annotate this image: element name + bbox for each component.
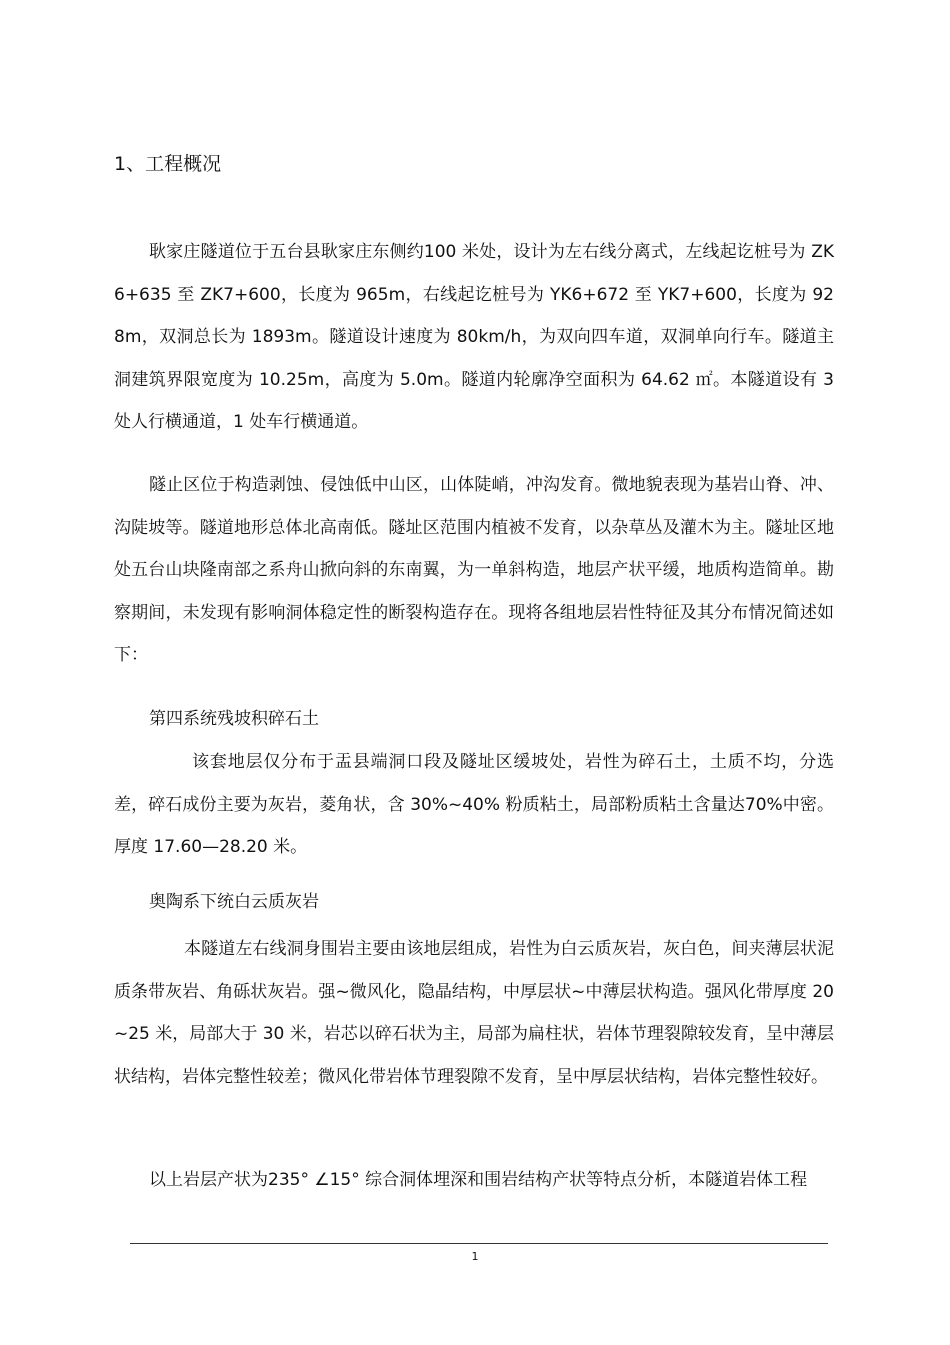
paragraph-tunnel-overview: 耿家庄隧道位于五台县耿家庄东侧约100 米处，设计为左右线分离式，左线起讫桩号为 ZK6+635 至 ZK7+600，长度为 965m，右线起讫桩号为 YK6+672 至 YK7+600，长度为 928m，双洞总长为 1893m。隧道设计速度为 80km/h，为双向四车道，双洞单向行车。隧道主洞建筑界限宽度为 10.25m，高度为 5.0m。隧道内轮廓净空面积为 64.62 ㎡。本隧道设有 3 处人行横通道，1 处车行横通道。	[114, 242, 834, 432]
footer-divider	[130, 1243, 828, 1244]
page-number: 1	[471, 1250, 479, 1263]
paragraph-ordovician-limestone: 本隧道左右线洞身围岩主要由该地层组成，岩性为白云质灰岩，灰白色，间夹薄层状泥质条带灰岩、角砾状灰岩。强~微风化，隐晶结构，中厚层状~中薄层状构造。强风化带厚度 20~25 米，局部大于 30 米，岩芯以碎石状为主，局部为扁柱状，岩体节理裂隙较发育，呈中薄层状结构，岩体完整性较差；微风化带岩体节理裂隙不发育，呈中厚层状结构，岩体完整性较好。	[114, 939, 834, 1087]
paragraph-quaternary-soil: 该套地层仅分布于盂县端洞口段及隧址区缓坡处，岩性为碎石土，土质不均，分选差，碎石成份主要为灰岩，菱角状，含 30%~40% 粉质粘土，局部粉质粘土含量达70%中密。厚度 17.60—28.20 米。	[114, 752, 834, 857]
section-heading: 1、工程概况	[114, 153, 222, 175]
paragraph-rock-attitude: 以上岩层产状为235° ∠15° 综合洞体埋深和围岩结构产状等特点分析，本隧道岩体工程	[149, 1170, 808, 1190]
subheading-quaternary-soil: 第四系统残坡积碎石土	[149, 709, 319, 729]
subheading-ordovician-limestone: 奥陶系下统白云质灰岩	[149, 892, 319, 912]
paragraph-geology-overview: 隧止区位于构造剥蚀、侵蚀低中山区，山体陡峭，冲沟发育。微地貌表现为基岩山脊、冲、沟陡坡等。隧道地形总体北高南低。隧址区范围内植被不发育，以杂草丛及灌木为主。隧址区地处五台山块隆南部之系舟山掀向斜的东南翼，为一单斜构造，地层产状平缓，地质构造简单。勘察期间，未发现有影响洞体稳定性的断裂构造存在。现将各组地层岩性特征及其分布情况简述如下：	[114, 475, 834, 665]
